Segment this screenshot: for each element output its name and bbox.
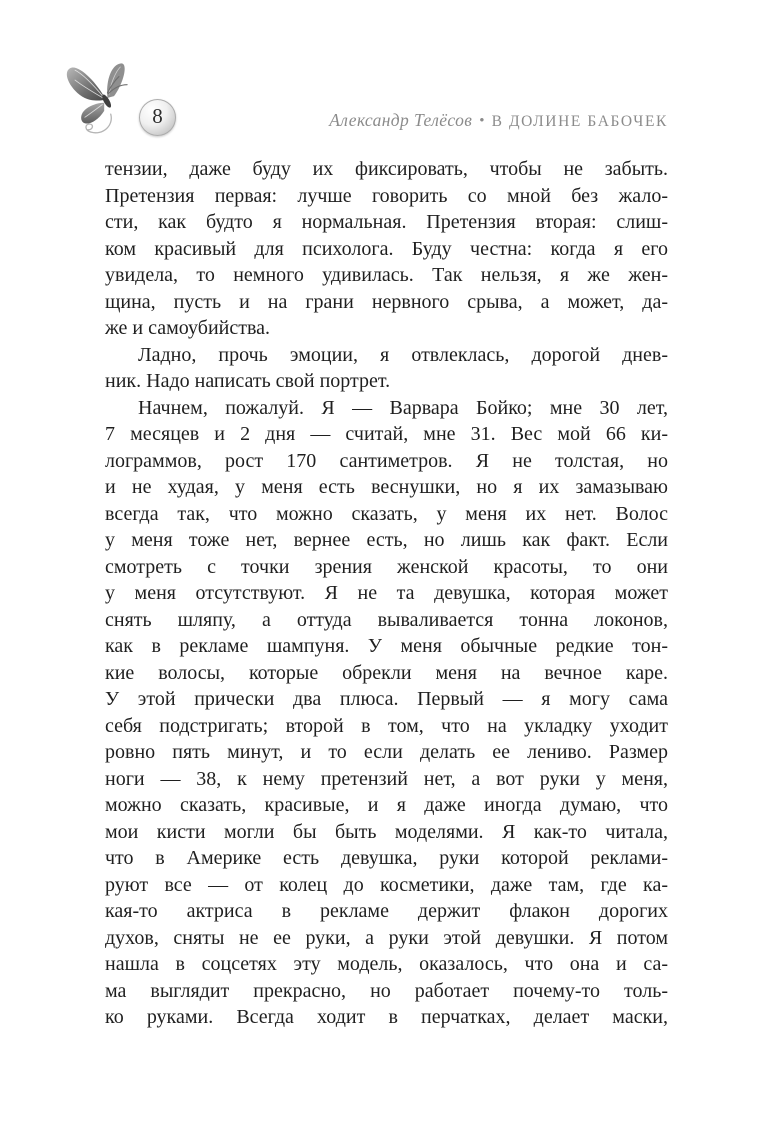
butterfly-logo-icon xyxy=(60,52,150,142)
body-line: ноги — 38, к нему претензий нет, а вот руки у меня, xyxy=(105,767,668,790)
body-line: можно сказать, красивые, и я даже иногда думаю, что xyxy=(105,794,668,816)
body-line: кая-то актриса в рекламе держит флакон дорогих xyxy=(105,900,668,922)
body-line: смотреть с точки зрения женской красоты, то они xyxy=(105,555,668,578)
body-line: ко руками. Всегда ходит в перчатках, делает маски, xyxy=(105,1006,668,1028)
body-line: кие волосы, которые обрекли меня на вечное каре. xyxy=(105,661,668,684)
body-line: же и самоубийства. xyxy=(105,317,271,339)
page-number: 8 xyxy=(152,104,163,128)
body-line: как в рекламе шампуня. У меня обычные редкие тон- xyxy=(105,635,668,657)
body-line: увидела, то немного удивилась. Так нельзя, я же жен- xyxy=(105,264,668,286)
body-line: всегда так, что можно сказать, у меня их нет. Волос xyxy=(105,502,668,525)
body-line: руют все — от колец до косметики, даже там, где ка- xyxy=(105,873,668,896)
page-body xyxy=(105,156,668,1031)
body-line: щина, пусть и на грани нервного срыва, а может, да- xyxy=(105,290,668,313)
running-header xyxy=(329,110,668,131)
separator-dot-icon: • xyxy=(479,113,485,129)
body-line: мои кисти могли бы быть моделями. Я как-то читала, xyxy=(105,820,668,843)
body-line: у меня отсутствуют. Я не та девушка, которая может xyxy=(105,582,668,604)
body-line: 7 месяцев и 2 дня — считай, мне 31. Вес мой 66 ки- xyxy=(105,423,668,445)
body-line: Начнем, пожалуй. Я — Варвара Бойко; мне 30 лет, xyxy=(138,396,668,419)
body-line: тензии, даже буду их фиксировать, чтобы не забыть. xyxy=(105,158,668,180)
page-number-badge xyxy=(139,99,176,136)
body-line: что в Америке есть девушка, руки которой реклами- xyxy=(105,847,668,869)
body-line: у меня тоже нет, вернее есть, но лишь как факт. Если xyxy=(105,529,668,551)
body-line: ник. Надо написать свой портрет. xyxy=(105,370,391,392)
book-title: В ДОЛИНЕ БАБОЧЕК xyxy=(491,113,668,130)
body-line: У этой прически два плюса. Первый — я могу сама xyxy=(105,688,668,710)
body-line: ком красивый для психолога. Буду честна: когда я его xyxy=(105,237,668,260)
body-line: ма выглядит прекрасно, но работает почему-то толь- xyxy=(105,979,668,1002)
author-name: Александр Телёсов xyxy=(329,110,473,130)
body-line: лограммов, рост 170 сантиметров. Я не толстая, но xyxy=(105,449,668,472)
body-line: сти, как будто я нормальная. Претензия вторая: слиш- xyxy=(105,211,668,233)
body-line: ровно пять минут, и то если делать ее лениво. Размер xyxy=(105,741,668,763)
body-line: Ладно, прочь эмоции, я отвлеклась, дорогой днев- xyxy=(138,343,668,366)
body-line: духов, сняты не ее руки, а руки этой девушки. Я потом xyxy=(105,926,668,949)
body-line: и не худая, у меня есть веснушки, но я их замазываю xyxy=(105,476,668,498)
body-line: снять шляпу, а оттуда вываливается тонна локонов, xyxy=(105,608,668,631)
body-line: себя подстригать; второй в том, что на укладку уходит xyxy=(105,714,668,737)
body-line: Претензия первая: лучше говорить со мной без жало- xyxy=(105,184,668,207)
body-line: нашла в соцсетях эту модель, оказалось, что она и са- xyxy=(105,953,668,975)
